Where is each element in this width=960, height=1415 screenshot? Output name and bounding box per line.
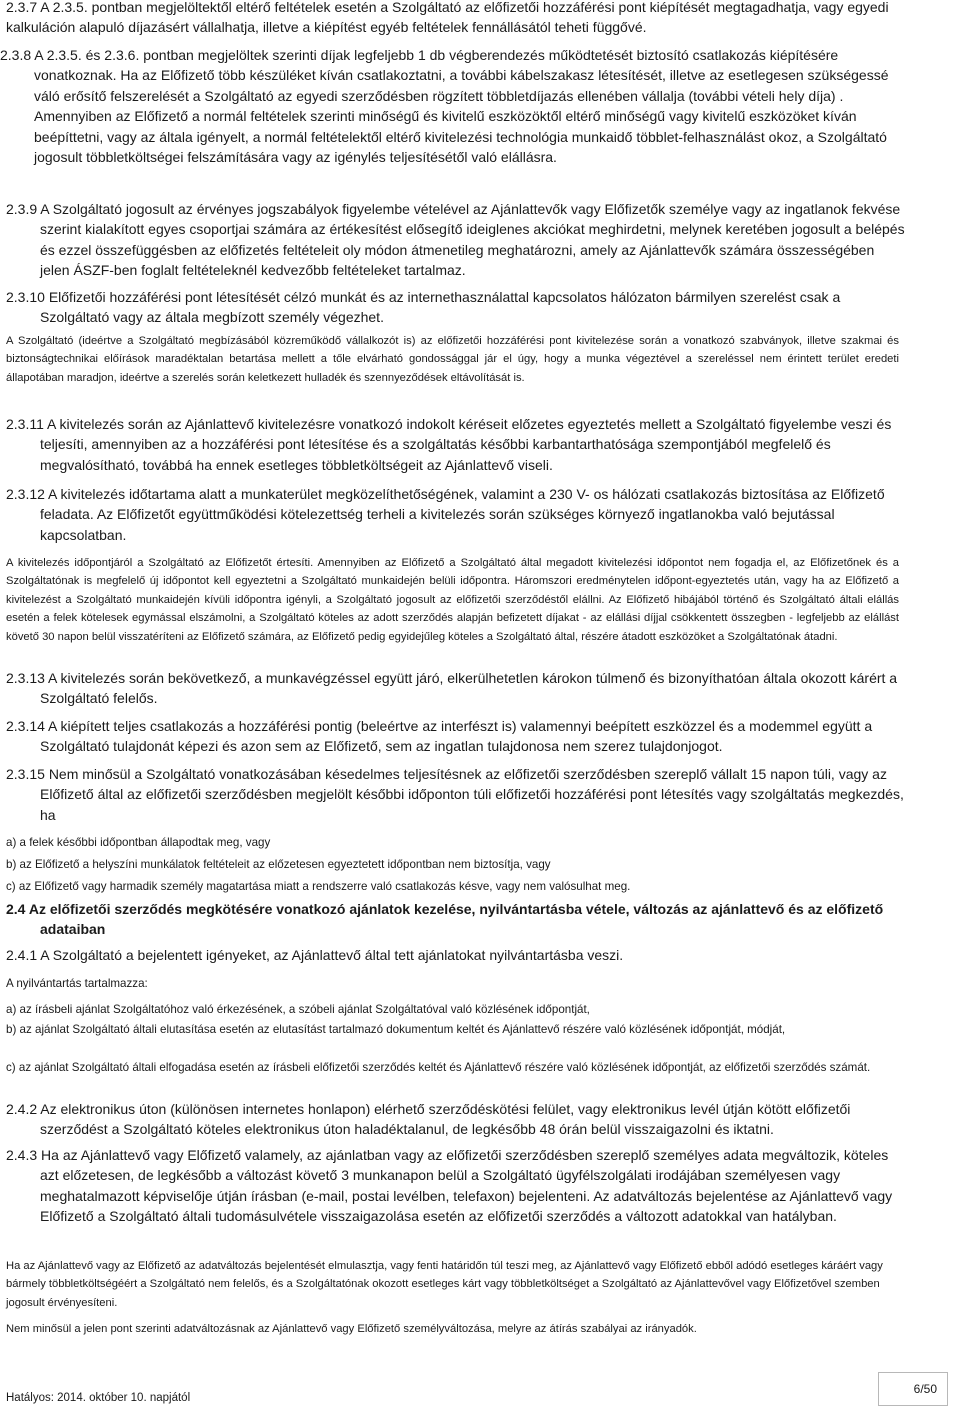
- list-item-b: b) az Előfizető a helyszíni munkálatok feltételeit az előzetesen egyeztetett időpontban nem biztosítja, vagy: [6, 858, 551, 871]
- paragraph-2-3-14: 2.3.14 A kiépített teljes csatlakozás a hozzáférési pontig (beleértve az interfészt is) valamennyi beépített eszközzel és a modemmel együtt a Szolgáltató tulajdonát képezi és azon sem az Előfizető, sem az ingatlan tulajdonosa nem szerez tulajdonjogot.: [6, 718, 873, 755]
- paragraph-2-3-10: 2.3.10 Előfizetői hozzáférési pont létesítését célzó munkát és az internethasználattal kapcsolatos hálózaton bármilyen szerelést csak a Szolgáltató vagy az általa megbízott személy végezhet.: [6, 289, 841, 326]
- page-number: 6/50: [913, 1382, 937, 1396]
- paragraph-2-3-12: 2.3.12 A kivitelezés időtartama alatt a munkaterület megközelíthetőségének, valamint a 230 V- os hálózati csatlakozás biztosítása az Előfizető feladata. Az Előfizetőt együttműködési kötelezettség terheli a kivitelezés során szükséges környező ingatlanokba való bejutással kapcsolatban.: [6, 486, 885, 543]
- paragraph-2-3-11: 2.3.11 A kivitelezés során az Ajánlattevő kivitelezésre vonatkozó indokolt kéréseit előzetes egyeztetés mellett a Szolgáltató figyelembe veszi és teljesíti, amennyiben az a hozzáférési pont létesítése és a szolgáltatás későbbi karbantarthatósága szempontjából megfelelő és megvalósítható, továbbá ha ennek esetleges többletköltségeit az Ajánlattevő viseli.: [6, 416, 892, 473]
- paragraph-2-4-1-intro: A nyilvántartás tartalmazza:: [6, 977, 148, 990]
- paragraph-2-3-13: 2.3.13 A kivitelezés során bekövetkező, a munkavégzéssel együtt járó, elkerülhetetlen károkon túlmenő és bizonyíthatóan általa okozott kárért a Szolgáltató felelős.: [6, 670, 898, 707]
- section-heading-2-4: 2.4 Az előfizetői szerződés megkötésére vonatkozó ajánlatok kezelése, nyilvántartásba vétele, változás az ajánlattevő és az előfizető adataiban: [6, 901, 884, 938]
- paragraph-2-3-8-body: Ha az Előfizető több készüléket kíván csatlakoztatni, a további kábelszakasz létesítését, illetve az esetlegesen szükségessé váló erősítő felszerelését a Szolgáltató az egyedi szerződésben rögzített többletdíjazás ellenében vállalja (további vételi hely díja) . Amennyiben az Előfizető a normál feltételek szerinti minőségű és kivitelű eszközöktől eltérő minőségű vagy kivitelű eszközöket kíván beépíttetni, vagy az általa igényelt, a normál feltételektől eltérő kivitelezési technológia munkaidő többlet-felhasználást okoz, a Szolgáltató jogosult többletköltségei felszámítására vagy az igénylés teljesítésétől való elállásra.: [34, 67, 889, 166]
- page-number-box: [878, 1372, 948, 1406]
- list-item-a: a) a felek későbbi időpontban állapodtak meg, vagy: [6, 836, 271, 849]
- paragraph-2-3-9: 2.3.9 A Szolgáltató jogosult az érvényes jogszabályok figyelembe vételével az Ajánlattevők vagy Előfizetők személye vagy az ingatlanok fekvése szerint kialakított egyes csoportjai számára az értékesítést elősegítő ideiglenes akciókat meghirdetni, melynek keretében jogosult a belépés és ezzel összefüggésben az előfizetés feltételeit oly módon átmenetileg meghatározni, amely az Ajánlattevők számára összességében jelen ÁSZF-ben foglalt feltételeknél kedvezőbb feltételeket tartalmaz.: [6, 201, 905, 279]
- paragraph-2-4-3-note-2: Nem minősül a jelen pont szerinti adatváltozásnak az Ajánlattevő vagy Előfizető személyváltozása, melyre az átírás szabályai az irányadók.: [6, 1323, 697, 1335]
- footer-effective-date: Hatályos: 2014. október 10. napjától: [6, 1392, 191, 1404]
- paragraph-2-4-1: 2.4.1 A Szolgáltató a bejelentett igényeket, az Ajánlattevő által tett ajánlatokat nyilvántartásba veszi.: [6, 947, 624, 963]
- paragraph-2-3-10-note: A Szolgáltató (ideértve a Szolgáltató megbízásából közreműködő vállalkozót is) az előfizetői hozzáférési pont kivitelezése során a vonatkozó szabványok, illetve szakmai és biztonságtechnikai előírások maradéktalan betartása mellett a tőle elvárható gondossággal jár el úgy, hogy a munka végeztével a szereléssel nem érintett terület eredeti állapotában maradjon, ideértve a szerelés során keletkezett hulladék és szennyeződések eltávolítását is.: [6, 335, 899, 384]
- paragraph-2-3-8: [0, 45, 902, 167]
- paragraph-2-3-15: 2.3.15 Nem minősül a Szolgáltató vonatkozásában késedelmes teljesítésnek az előfizetői szerződésben szereplő vállalt 15 napon túli, vagy az Előfizető által az előfizetői szerződésben megjelölt későbbi időponton túli előfizetői hozzáférési pont létesítés vagy szolgáltatás megkezdés, ha: [6, 766, 904, 823]
- paragraph-2-4-3: 2.4.3 Ha az Ajánlattevő vagy Előfizető valamely, az ajánlatban vagy az előfizetői szerződésben szereplő személyes adata megváltozik, köteles azt előzetesen, de legkésőbb a változást követő 3 munkanapon belül a Szolgáltató ügyfélszolgálati irodájában személyesen vagy meghatalmazott képviselője útján írásban (e-mail, postai levélben, telefaxon) bejelenteni. Az adatváltozás bejelentése az Ajánlattevő vagy Előfizető a Szolgáltató általi tudomásulvétele visszaigazolása esetén az előfizetői szerződés a változott adatokkal van hatályban.: [6, 1147, 893, 1225]
- list-item-2-4-1-a: a) az írásbeli ajánlat Szolgáltatóhoz való érkezésének, a szóbeli ajánlat Szolgáltatóval való közlésének időpontját,: [6, 1003, 590, 1016]
- paragraph-2-4-2: 2.4.2 Az elektronikus úton (különösen internetes honlapon) elérhető szerződéskötési felület, vagy elektronikus levél útján kötött előfizetői szerződést a Szolgáltató köteles elektronikus úton haladéktalanul, de legkésőbb 48 órán belül visszaigazolni és iktatni.: [6, 1101, 851, 1138]
- paragraph-2-3-12-note: A kivitelezés időpontjáról a Szolgáltató az Előfizetőt értesíti. Amennyiben az Előfizető a Szolgáltató által megadott kivitelezési időpontot nem fogadja el, az Előfizetőnek és a Szolgáltatónak is megfelelő új időpontot kell egyeztetni a Szolgáltató munkaidején belüli időpontra. Háromszori eredménytelen időpont-egyeztetés után, vagy ha az Előfizető a kivitelezést a Szolgáltató munkaidején kívüli időpontra igényli, a Szolgáltató jogosult az előfizetői szerződéstől elállni. Az Előfizető hibájából történő és Szolgáltató általi elállás esetén a felek kötelesek egymással elszámolni, a Szolgáltató köteles az adott szerződés alapján befizetett díjakat - az elállási díjjal csökkentett összegben - legfeljebb az elállást követő 30 napon belül visszatéríteni az Előfizető számára, az Előfizető pedig egyidejűleg köteles a Szolgáltató által, részére átadott eszközöket a Szolgáltatónak átadni.: [6, 557, 899, 643]
- paragraph-2-3-7: 2.3.7 A 2.3.5. pontban megjelöltektől eltérő feltételek esetén a Szolgáltató az előfizetői hozzáférési pont kiépítését megtagadhatja, vagy egyedi kalkuláción alapuló díjazásért vállalhatja, illetve a kiépítést egyéb feltételek fennállásától teheti függővé.: [6, 0, 889, 36]
- paragraph-2-4-3-note: Ha az Ajánlattevő vagy az Előfizető az adatváltozás bejelentését elmulasztja, vagy fenti határidőn túl teszi meg, az Ajánlattevő vagy Előfizető ebből adódó esetleges káráért vagy bármely többletköltségéért a Szolgáltató nem felelős, és a Szolgáltatónak okozott esetleges kárt vagy többletköltséget a Szolgáltató az Ajánlattevővel vagy Előfizetővel szemben jogosult érvényesíteni.: [6, 1260, 883, 1309]
- list-item-2-4-1-b: b) az ajánlat Szolgáltató általi elutasítása esetén az elutasítást tartalmazó dokumentum keltét és Ajánlattevő részére való közlésének időpontját, módját,: [6, 1023, 786, 1036]
- paragraph-2-3-8-lead: 2.3.8 A 2.3.5. és 2.3.6. pontban megjelöltek szerinti díjak legfeljebb 1 db végberendezés működtetését biztosító csatlakozás kiépítésére vonatkoznak.: [0, 47, 839, 84]
- list-item-2-4-1-c: c) az ajánlat Szolgáltató általi elfogadása esetén az írásbeli előfizetői szerződés keltét és Ajánlattevő részére való közlésének időpontját, az előfizetői szerződés számát.: [6, 1061, 871, 1074]
- list-item-c: c) az Előfizető vagy harmadik személy magatartása miatt a rendszerre való csatlakozás késve, vagy nem valósulhat meg.: [6, 880, 631, 893]
